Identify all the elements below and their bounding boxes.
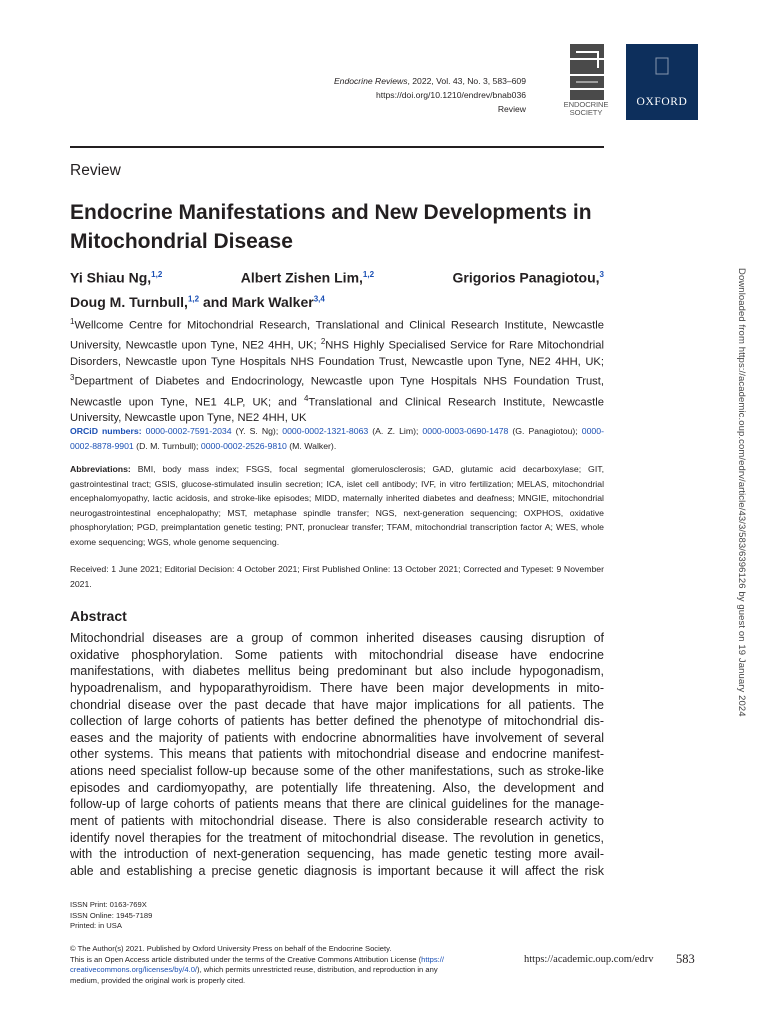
abstract-line: with the introduction of next-generation sequencing, has made genetic testing more avail- <box>70 847 604 862</box>
abstract-line: follow-up of large cohorts of patients means that there are clinical guidelines for the manage- <box>70 797 604 812</box>
author: Albert Zishen Lim,$^{1,2}$ <box>240 269 375 286</box>
author-affiliation-ref[interactable]: 3,4 <box>313 294 325 304</box>
journal-url[interactable]: https://academic.oup.com/edrv <box>524 954 654 965</box>
abbreviations <box>70 462 604 550</box>
abstract-line: ations need specialist follow-up because some of the other manifestations, such as stroke-like <box>70 764 604 779</box>
affiliations: $^1$Wellcome Centre for Mitochondrial Research, Translational and Clinical Research Institute, Newcastle University, Newcastle upon Tyne, NE2 4HH, UK; $^2$NHS Highly Specialised Service for Rare Mitochondrial Disorders, Newcastle upon Tyne Hospitals NHS Foundation Trust, Newcastle upon Tyne, NE2 4HH, UK; $^3$Department of Diabetes and Endocrinology, Newcastle upon Tyne Hospitals NHS Foundation Trust, Newcastle upon Tyne, NE1 4LP, UK; and $^4$Translational and Clinical Research Institute, Newcastle University, Newcastle upon Tyne, NE2 4HH, UK <box>70 317 604 424</box>
doi-link[interactable]: https://doi.org/10.1210/endrev/bnab036 <box>375 90 526 100</box>
abbreviations-text: BMI, body mass index; FSGS, focal segmental glomerulosclerosis; GAD, glutamic acid decarboxylase; GIT, gastrointestinal tract; GSIS, glucose-stimulated insulin secretion; ICA, islet cell antibody; IVF, in vitro fertilization; MELAS, mitochondrial encephalomyopathy, lactic acidosis, and stroke-like episodes; MIDD, maternally inherited diabetes and deafness; MNGIE, mitochondrial neurogastrointestinal encephalopathy; MST, metaphase spindle transfer; NGS, next-generation sequencing; OXPHOS, oxidative phosphorylation; PGD, preimplantation genetic testing; PNT, pronuclear transfer; TFAM, mitochondrial transcription factor A; WES, whole exome sequencing; WGS, whole genome sequencing. <box>70 464 604 547</box>
author: and Mark Walker$^{3,4}$ <box>202 294 325 311</box>
author: Grigorios Panagiotou,$^3$ <box>452 269 604 286</box>
orcid-link[interactable]: 0000-0002-2526-9810 <box>200 440 287 451</box>
header-rule <box>70 146 604 148</box>
publication-dates: Received: 1 June 2021; Editorial Decision: 4 October 2021; First Published Online: 13 October 2021; Corrected and Typeset: 9 November 2021. <box>70 564 604 589</box>
endocrine-society-logo <box>556 44 616 122</box>
issn-print: ISSN Print: 0163-769X <box>70 900 147 909</box>
abstract-heading: Abstract <box>70 608 127 624</box>
orcid-link[interactable]: 0000-0002-8878-9901 <box>70 426 604 451</box>
author: Doug M. Turnbull,$^{1,2}$ <box>70 294 200 311</box>
abstract-body <box>70 630 604 880</box>
author-affiliation-ref[interactable]: 3 <box>599 270 604 279</box>
journal-name: Endocrine Reviews <box>333 76 408 86</box>
issn-block <box>70 900 152 932</box>
author: Yi Shiau Ng,$^{1,2}$ <box>70 269 163 286</box>
endocrine-society-line2: SOCIETY <box>569 108 603 117</box>
download-notice: Downloaded from https://academic.oup.com/edrv/article/43/3/583/6396126 by guest on 19 January 2024 <box>736 268 747 717</box>
issn-online: ISSN Online: 1945-7189 <box>70 910 153 920</box>
endocrine-society-line1: ENDOCRINE <box>563 100 609 109</box>
orcid-numbers: ORCiD numbers: 0000-0002-7591-2034 (Y. S. Ng); 0000-0002-1321-8063 (A. Z. Lim); 0000-0003-0690-1478 (G. Panagiotou); 0000-0002-8878-9901 (D. M. Turnbull); 0000-0002-2526-9810 (M. Walker). <box>70 426 604 451</box>
abstract-line: eases and the majority of patients with endocrine abnormalities have involvement of several <box>70 730 604 745</box>
abstract-line: chondrial disease over the past decade that have major implications for all patients. The <box>70 697 604 712</box>
abstract-line: able and establishing a precise genetic diagnosis is important because it will affect the risk <box>70 863 604 878</box>
abstract-line: Mitochondrial diseases are a group of common inherited diseases causing disruption of <box>70 631 604 645</box>
article-type: Review <box>70 162 121 179</box>
abstract-line: ment of patients with mitochondrial disease. There is also considerable research activity to <box>70 814 604 829</box>
abstract-line: other systems. This means that patients with mitochondrial disease and endocrine manifest- <box>70 747 604 762</box>
citation-section: Review <box>497 104 526 114</box>
citation-details: , 2022, Vol. 43, No. 3, 583–609 <box>407 76 526 86</box>
abstract-line: collection of large cohorts of patients has better defined the phenotype of mitochondrial dis- <box>70 714 604 729</box>
endocrine-society-mark-icon <box>570 44 604 100</box>
abstract-line: manifestations, with diabetes mellitus being predominant but also include hypogonadism, <box>70 664 604 679</box>
orcid-link[interactable]: 0000-0002-7591-2034 <box>145 426 232 436</box>
printed-in: Printed: in USA <box>70 921 122 931</box>
orcid-label: ORCiD numbers: <box>70 426 142 436</box>
author-affiliation-ref[interactable]: 1,2 <box>151 270 163 279</box>
abstract-line: episodes and cardiomyopathy, are potentially life threatening. Also, the development and <box>70 780 604 795</box>
author-affiliation-ref[interactable]: 1,2 <box>362 270 375 279</box>
journal-citation <box>334 74 526 116</box>
oxford-crest-icon <box>626 44 698 92</box>
license-link[interactable]: creativecommons.org/licenses/by/4.0/ <box>70 965 198 975</box>
page-number: 583 <box>676 952 695 966</box>
orcid-link[interactable]: 0000-0003-0690-1478 <box>422 426 509 436</box>
author-list <box>70 264 604 313</box>
orcid-link[interactable]: 0000-0002-1321-8063 <box>282 426 369 436</box>
license-link[interactable]: https:// <box>421 954 444 964</box>
abstract-line: oxidative phosphorylation. Some patients with mitochondrial disease have endocrine <box>70 647 604 662</box>
oxford-wordmark: OXFORD <box>636 96 688 108</box>
abbreviations-label: Abbreviations: <box>70 464 131 474</box>
copyright-block: © The Author(s) 2021. Published by Oxford University Press on behalf of the Endocrine Society. This is an Open Access article distributed under the terms of the Creative Commons Attribution License (https:// creativecommons.org/licenses/by/4.0/), which permits unrestricted reuse, distribution, and reproduction in any medium, provided the original work is properly cited. <box>70 944 490 986</box>
abstract-line: hypoadrenalism, and hypoparathyroidism. There have been major developments in mito- <box>70 680 604 695</box>
abstract-line: identify novel therapies for the treatment of mitochondrial disease. The revolution in genetics, <box>70 830 604 845</box>
article-title: Endocrine Manifestations and New Developments in Mitochondrial Disease <box>70 201 592 253</box>
author-affiliation-ref[interactable]: 1,2 <box>187 294 200 304</box>
copyright-line: © The Author(s) 2021. Published by Oxford University Press on behalf of the Endocrine Society. <box>70 944 392 953</box>
oxford-logo <box>626 44 698 120</box>
